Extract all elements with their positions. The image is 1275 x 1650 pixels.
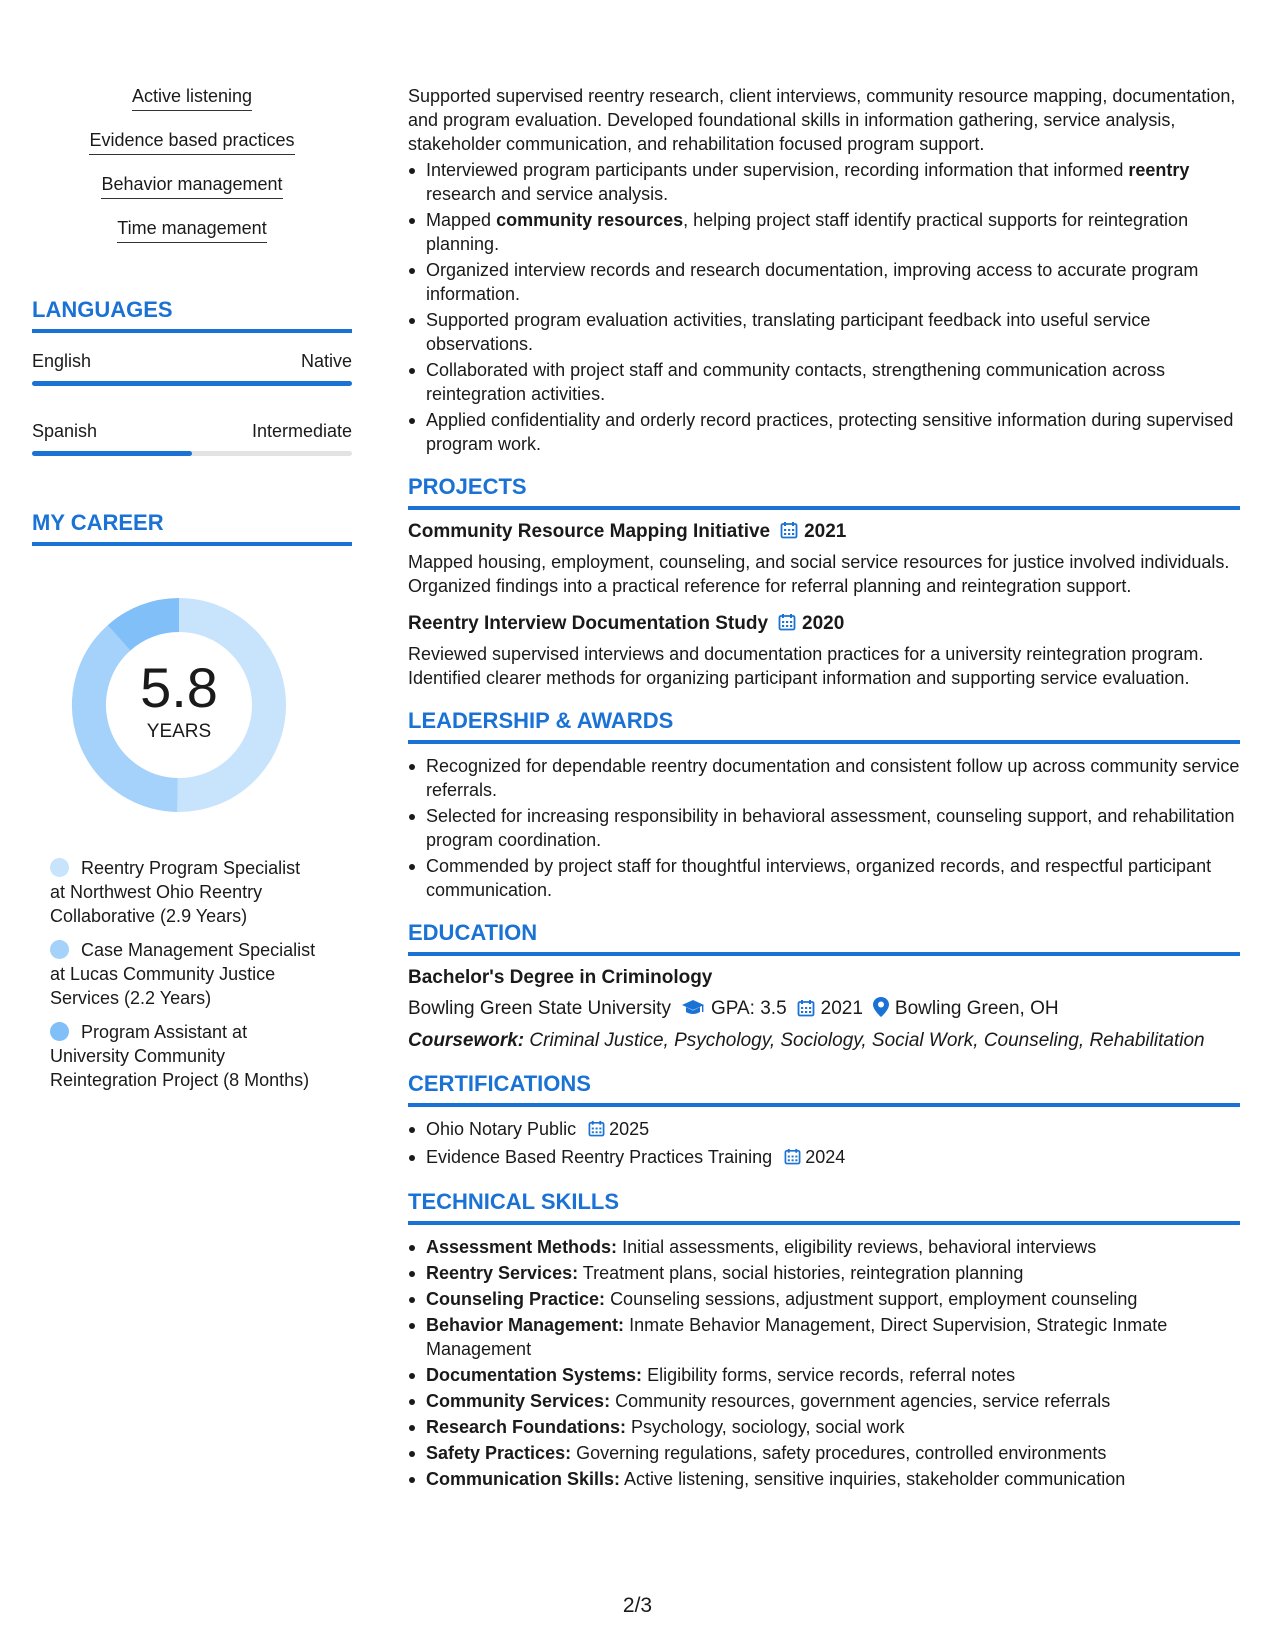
- experience-bullet: Applied confidentiality and orderly record practices, protecting sensitive information during supervised program work.: [408, 408, 1240, 456]
- experience-summary: Supported supervised reentry research, client interviews, community resource mapping, documentation, and program evaluation. Developed foundational skills in information gathering, service analysis, stakeholder communication, and rehabilitation focused program support.: [408, 86, 1236, 154]
- proficiency-fill: [32, 451, 192, 456]
- career-legend-item: [50, 938, 320, 1010]
- certifications-list: [408, 1117, 1240, 1171]
- skill-item: Evidence based practices: [89, 128, 294, 155]
- calendar-icon: [588, 1119, 605, 1143]
- language-level: Native: [300, 351, 352, 371]
- page-number: 2/3: [622, 1594, 653, 1617]
- proficiency-bar: [32, 451, 352, 456]
- career-legend-item: [50, 856, 320, 928]
- degree-title: Bachelor's Degree in Criminology: [408, 967, 713, 988]
- career-legend-text: Program Assistant at University Community Reintegration Project (8 Months): [50, 1022, 310, 1090]
- technical-skills-list: [408, 1235, 1240, 1491]
- experience-bullet: Organized interview records and research documentation, improving access to accurate program information.: [408, 258, 1240, 306]
- coursework: [408, 1029, 1240, 1053]
- experience-bullet: Supported program evaluation activities, translating participant feedback into useful service observations.: [408, 308, 1240, 356]
- career-legend: [32, 856, 352, 1092]
- experience-bullet: Mapped community resources, helping project staff identify practical supports for reintegration planning.: [408, 208, 1240, 256]
- technical-skills-heading: TECHNICAL SKILLS: [408, 1189, 1240, 1225]
- calendar-icon: [780, 521, 798, 546]
- languages-heading: LANGUAGES: [32, 297, 352, 333]
- school-location: Bowling Green, OH: [894, 998, 1059, 1019]
- coursework-list: Criminal Justice, Psychology, Sociology, Social Work, Counseling, Rehabilitation: [529, 1030, 1205, 1051]
- language-spanish: [32, 419, 352, 473]
- leadership-bullet: Commended by project staff for thoughtful interviews, organized records, and respectful participant communication.: [408, 854, 1240, 902]
- language-name: English: [32, 351, 92, 371]
- skill-item: Behavior management: [101, 172, 282, 199]
- skill-item: Active listening: [132, 84, 252, 111]
- proficiency-bar: [32, 381, 352, 386]
- technical-skill-item: Community Services: Community resources, government agencies, service referrals: [408, 1389, 1240, 1413]
- project-description: Mapped housing, employment, counseling, and social service resources for justice involved individuals. Organized findings into a practical reference for referral planning and reintegration support.: [408, 552, 1230, 596]
- certification-item: Evidence Based Reentry Practices Training 2024: [408, 1145, 1240, 1171]
- legend-dot: [50, 858, 69, 877]
- technical-skill-item: Research Foundations: Psychology, sociology, social work: [408, 1415, 1240, 1439]
- career-legend-item: [50, 1020, 320, 1092]
- gpa: GPA: 3.5: [710, 998, 787, 1019]
- coursework-label: Coursework:: [408, 1030, 525, 1051]
- career-legend-text: Case Management Specialist at Lucas Community Justice Services (2.2 Years): [50, 940, 316, 1008]
- experience-bullet: Interviewed program participants under supervision, recording information that informed reentry research and service analysis.: [408, 158, 1240, 206]
- technical-skill-item: Behavior Management: Inmate Behavior Management, Direct Supervision, Strategic Inmate Management: [408, 1313, 1240, 1361]
- graduation-year: 2021: [820, 998, 863, 1019]
- career-heading: MY CAREER: [32, 510, 352, 546]
- skill-item: Time management: [117, 216, 266, 243]
- technical-skill-item: Documentation Systems: Eligibility forms, service records, referral notes: [408, 1363, 1240, 1387]
- project-year: 2020: [802, 613, 845, 634]
- donut-center: [64, 590, 294, 820]
- soft-skills-list: [32, 84, 352, 260]
- technical-skill-item: Safety Practices: Governing regulations, safety procedures, controlled environments: [408, 1441, 1240, 1465]
- certifications-heading: CERTIFICATIONS: [408, 1071, 1240, 1107]
- right-column: [408, 84, 1240, 1493]
- legend-dot: [50, 1022, 69, 1041]
- graduation-cap-icon: [681, 999, 705, 1025]
- leadership-bullets: [408, 754, 1240, 902]
- technical-skill-item: Counseling Practice: Counseling sessions, adjustment support, employment counseling: [408, 1287, 1240, 1311]
- technical-skill-item: Communication Skills: Active listening, sensitive inquiries, stakeholder communication: [408, 1467, 1240, 1491]
- leadership-bullet: Recognized for dependable reentry documentation and consistent follow up across community service referrals.: [408, 754, 1240, 802]
- project-description: Reviewed supervised interviews and documentation practices for a university reintegration program. Identified clearer methods for organizing participant information and supporting service evaluation.: [408, 644, 1204, 688]
- career-total-years: 5.8: [140, 656, 218, 719]
- language-name: Spanish: [32, 421, 98, 441]
- proficiency-fill: [32, 381, 352, 386]
- experience-bullets: [408, 158, 1240, 456]
- leadership-heading: LEADERSHIP & AWARDS: [408, 708, 1240, 744]
- technical-skill-item: Assessment Methods: Initial assessments, eligibility reviews, behavioral interviews: [408, 1235, 1240, 1259]
- project-year: 2021: [804, 521, 847, 542]
- language-level: Intermediate: [251, 421, 352, 441]
- legend-dot: [50, 940, 69, 959]
- left-column: [32, 84, 352, 1102]
- language-english: [32, 349, 352, 403]
- calendar-icon: [784, 1147, 801, 1171]
- school-name: Bowling Green State University: [408, 998, 671, 1019]
- leadership-bullet: Selected for increasing responsibility in behavioral assessment, counseling support, and rehabilitation program coordination.: [408, 804, 1240, 852]
- project-name: Community Resource Mapping Initiative: [408, 521, 771, 542]
- experience-bullet: Collaborated with project staff and community contacts, strengthening communication across reintegration activities.: [408, 358, 1240, 406]
- technical-skill-item: Reentry Services: Treatment plans, social histories, reintegration planning: [408, 1261, 1240, 1285]
- career-donut-chart: [64, 590, 294, 820]
- calendar-icon: [797, 999, 815, 1025]
- education-details: [408, 996, 1240, 1025]
- project-item: [408, 612, 1240, 690]
- project-item: [408, 520, 1240, 598]
- education-heading: EDUCATION: [408, 920, 1240, 956]
- projects-heading: PROJECTS: [408, 474, 1240, 510]
- calendar-icon: [778, 613, 796, 638]
- project-name: Reentry Interview Documentation Study: [408, 613, 769, 634]
- certification-item: Ohio Notary Public 2025: [408, 1117, 1240, 1143]
- career-unit: YEARS: [146, 721, 212, 742]
- location-pin-icon: [873, 997, 889, 1025]
- career-legend-text: Reentry Program Specialist at Northwest Ohio Reentry Collaborative (2.9 Years): [50, 858, 301, 926]
